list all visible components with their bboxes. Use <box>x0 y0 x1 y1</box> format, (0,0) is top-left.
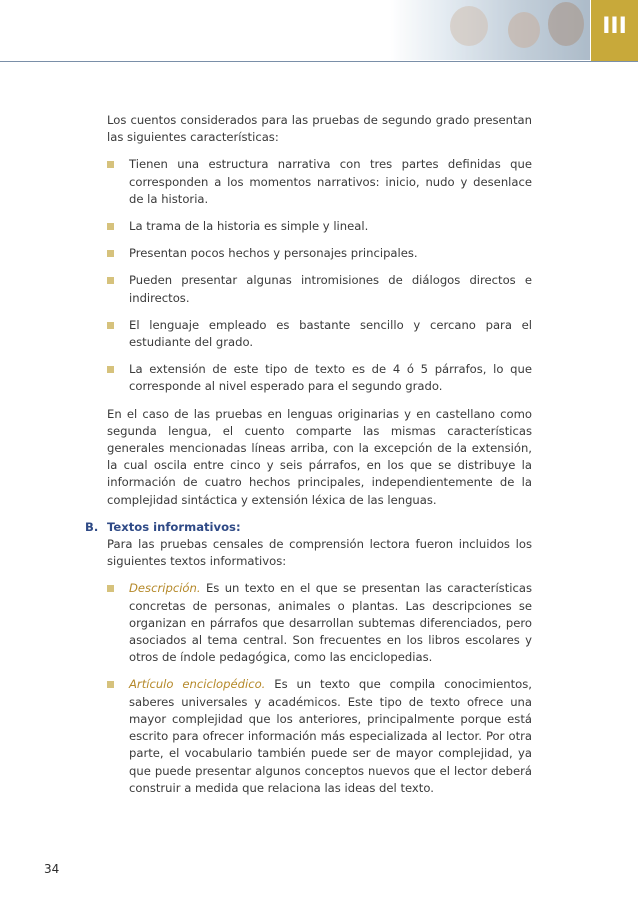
list-item <box>107 580 532 666</box>
list-item <box>107 361 532 395</box>
child-face-shape <box>548 2 584 46</box>
list-item <box>107 317 532 351</box>
square-bullet-icon <box>107 277 114 284</box>
section-b <box>85 519 532 797</box>
informative-texts-list <box>107 580 532 796</box>
list-item <box>107 676 532 796</box>
square-bullet-icon <box>107 223 114 230</box>
child-face-shape <box>450 6 488 46</box>
list-item-text: Pueden presentar algunas intromisiones de diálogos directos e indirectos. <box>129 273 532 305</box>
list-item <box>107 245 532 262</box>
list-item-text: La trama de la historia es simple y lineal. <box>129 219 369 234</box>
term-description: Es un texto en el que se presentan las características concretas de personas, animales o plantas. Las descripciones se organizan en párrafos que desarrollan subtemas diferenciados, pero asociados al tema central. Son frecuentes en los libros escolares y otros de índole pedagógica, como las enciclopedias. <box>129 581 532 665</box>
section-title: Textos informativos: <box>107 519 241 534</box>
native-languages-paragraph: En el caso de las pruebas en lenguas originarias y en castellano como segunda lengua, el cuento comparte las mismas características generales mencionadas líneas arriba, con la excepción de la extensión, la cual oscila entre cinco y seis párrafos, en los que se distribuye la información de cuatro hechos principales, independientemente de la complejidad sintáctica y extensión léxica de las lenguas. <box>107 406 532 507</box>
header-rule <box>0 61 638 62</box>
term-description: Es un texto que compila conocimientos, saberes universales y académicos. Este tipo de texto ofrece una mayor complejidad que los anteriores, principalmente porque está escrito para ofrecer información más especializada al lector. Por otra parte, el vocabulario también puede ser de mayor complejidad, ya que puede presentar algunos conceptos nuevos que el lector deberá construir a medida que relaciona las ideas del texto. <box>129 677 532 795</box>
list-item-text: Tienen una estructura narrativa con tres partes definidas que corresponden a los momentos narrativos: inicio, nudo y desenlace de la historia. <box>129 157 532 206</box>
story-traits-list <box>107 156 532 395</box>
list-item-text: Presentan pocos hechos y personajes principales. <box>129 246 418 261</box>
page-body <box>85 112 532 807</box>
list-item-text: El lenguaje empleado es bastante sencillo y cercano para el estudiante del grado. <box>129 317 532 350</box>
square-bullet-icon <box>107 366 114 373</box>
square-bullet-icon <box>107 250 114 257</box>
page-number: 34 <box>44 862 60 876</box>
list-item <box>107 156 532 208</box>
term-label: Descripción. <box>129 581 201 596</box>
chapter-tab <box>591 0 638 61</box>
term-label: Artículo enciclopédico. <box>129 677 266 692</box>
square-bullet-icon <box>107 585 114 592</box>
square-bullet-icon <box>107 681 114 688</box>
list-item-text: La extensión de este tipo de texto es de 4 ó 5 párrafos, lo que corresponde al nivel esperado para el segundo grado. <box>129 362 532 394</box>
list-item <box>107 218 532 235</box>
section-letter: B. <box>85 519 99 534</box>
square-bullet-icon <box>107 322 114 329</box>
chapter-number: III <box>602 14 627 39</box>
list-item <box>107 272 532 306</box>
intro-paragraph: Los cuentos considerados para las pruebas de segundo grado presentan las siguientes características: <box>107 113 532 145</box>
header-photo <box>390 0 590 60</box>
section-intro: Para las pruebas censales de comprensión lectora fueron incluidos los siguientes textos informativos: <box>107 537 532 569</box>
child-face-shape <box>508 12 540 48</box>
square-bullet-icon <box>107 161 114 168</box>
